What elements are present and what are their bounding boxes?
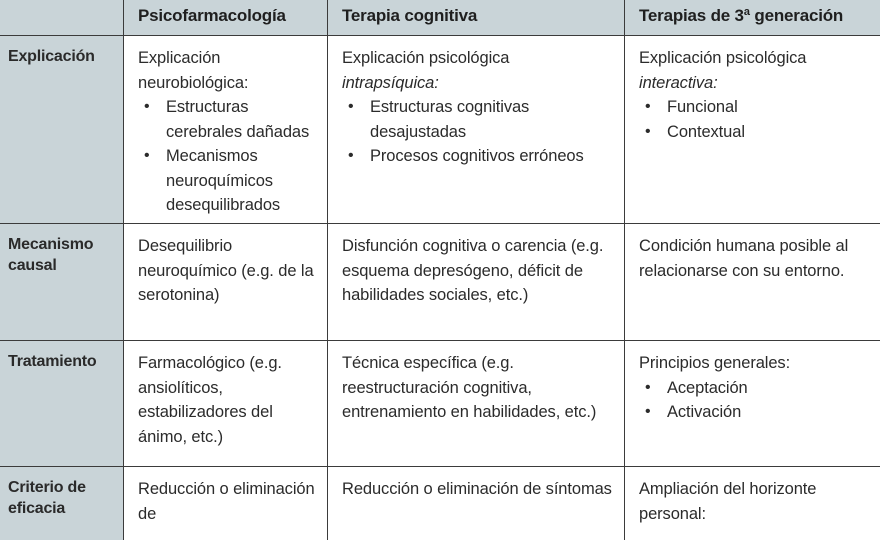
bullet-text: Procesos cognitivos erróneos xyxy=(370,147,584,165)
header-psicofarmacologia: Psicofarmacología xyxy=(124,0,328,35)
cell-text: Farmacológico (e.g. ansiolíticos, estabilizadores del ánimo, etc.) xyxy=(138,354,282,446)
table-row xyxy=(0,341,880,467)
bullet-dot-icon: • xyxy=(645,122,651,140)
cell-text: Reducción o eliminación de síntomas xyxy=(342,480,612,498)
table-row xyxy=(0,36,880,224)
table-cell xyxy=(625,224,880,340)
cell-text: Condición humana posible al relacionarse con su entorno. xyxy=(639,237,849,280)
bullet-dot-icon: • xyxy=(144,98,150,115)
cell-text: Explicación neurobiológica: xyxy=(138,49,249,92)
table-cell xyxy=(328,341,625,466)
bullet-dot-icon: • xyxy=(348,147,354,164)
table-cell xyxy=(625,467,880,540)
cell-italic-text: interactiva: xyxy=(639,73,718,92)
list-item xyxy=(639,120,874,145)
bullet-list xyxy=(138,95,321,218)
table-cell xyxy=(328,36,625,223)
cell-text: Principios generales: xyxy=(639,354,791,372)
list-item xyxy=(138,95,321,144)
list-item xyxy=(138,144,321,218)
row-label-tratamiento: Tratamiento xyxy=(0,341,124,466)
table-cell xyxy=(124,341,328,466)
bullet-text: Funcional xyxy=(667,98,738,116)
bullet-dot-icon: • xyxy=(144,147,150,164)
bullet-text: Mecanismos neuroquímicos desequilibrados xyxy=(166,147,281,214)
list-item xyxy=(342,144,618,169)
table-cell xyxy=(328,467,625,540)
bullet-list xyxy=(639,376,874,425)
bullet-text: Aceptación xyxy=(667,378,748,397)
row-label-mecanismo-causal: Mecanismo causal xyxy=(0,224,124,340)
row-label-criterio-de-eficacia: Criterio de eficacia xyxy=(0,467,124,540)
header-corner xyxy=(0,0,124,35)
cell-text: Técnica específica (e.g. reestructuración cognitiva, entrenamiento en habilidades, etc.) xyxy=(342,354,597,421)
list-item xyxy=(639,400,874,425)
bullet-text: Activación xyxy=(667,403,742,421)
table-cell xyxy=(124,224,328,340)
table-cell xyxy=(328,224,625,340)
bullet-list xyxy=(342,95,618,169)
cell-text: Ampliación del horizonte personal: xyxy=(639,480,817,523)
header-terapias-3a-generacion: Terapias de 3ª generación xyxy=(625,0,880,35)
bullet-dot-icon: • xyxy=(645,378,651,396)
table-cell xyxy=(625,36,880,223)
cell-italic-text: intrapsíquica: xyxy=(342,73,439,92)
cell-text: Disfunción cognitiva o carencia (e.g. esquema depresógeno, déficit de habilidades sociales, etc.) xyxy=(342,237,604,304)
bullet-text: Estructuras cognitivas desajustadas xyxy=(370,98,530,141)
table-cell xyxy=(124,467,328,540)
bullet-dot-icon: • xyxy=(348,98,354,115)
list-item xyxy=(342,95,618,144)
bullet-text: Estructuras cerebrales dañadas xyxy=(166,98,310,141)
cell-text: Explicación psicológica xyxy=(639,49,807,67)
table-row xyxy=(0,467,880,540)
list-item xyxy=(639,376,874,401)
cell-text: Reducción o eliminación de xyxy=(138,480,315,523)
cell-text: Desequilibrio neuroquímico (e.g. de la serotonina) xyxy=(138,237,314,304)
table-cell xyxy=(625,341,880,466)
cell-text: Explicación psicológica xyxy=(342,49,510,67)
table-cell xyxy=(124,36,328,223)
row-label-explicacion: Explicación xyxy=(0,36,124,223)
list-item xyxy=(639,95,874,120)
table-row xyxy=(0,224,880,341)
table-header-row xyxy=(0,0,880,36)
bullet-list xyxy=(639,95,874,144)
bullet-dot-icon: • xyxy=(645,403,651,420)
header-terapia-cognitiva: Terapia cognitiva xyxy=(328,0,625,35)
bullet-text: Contextual xyxy=(667,122,745,141)
bullet-dot-icon: • xyxy=(645,98,651,115)
